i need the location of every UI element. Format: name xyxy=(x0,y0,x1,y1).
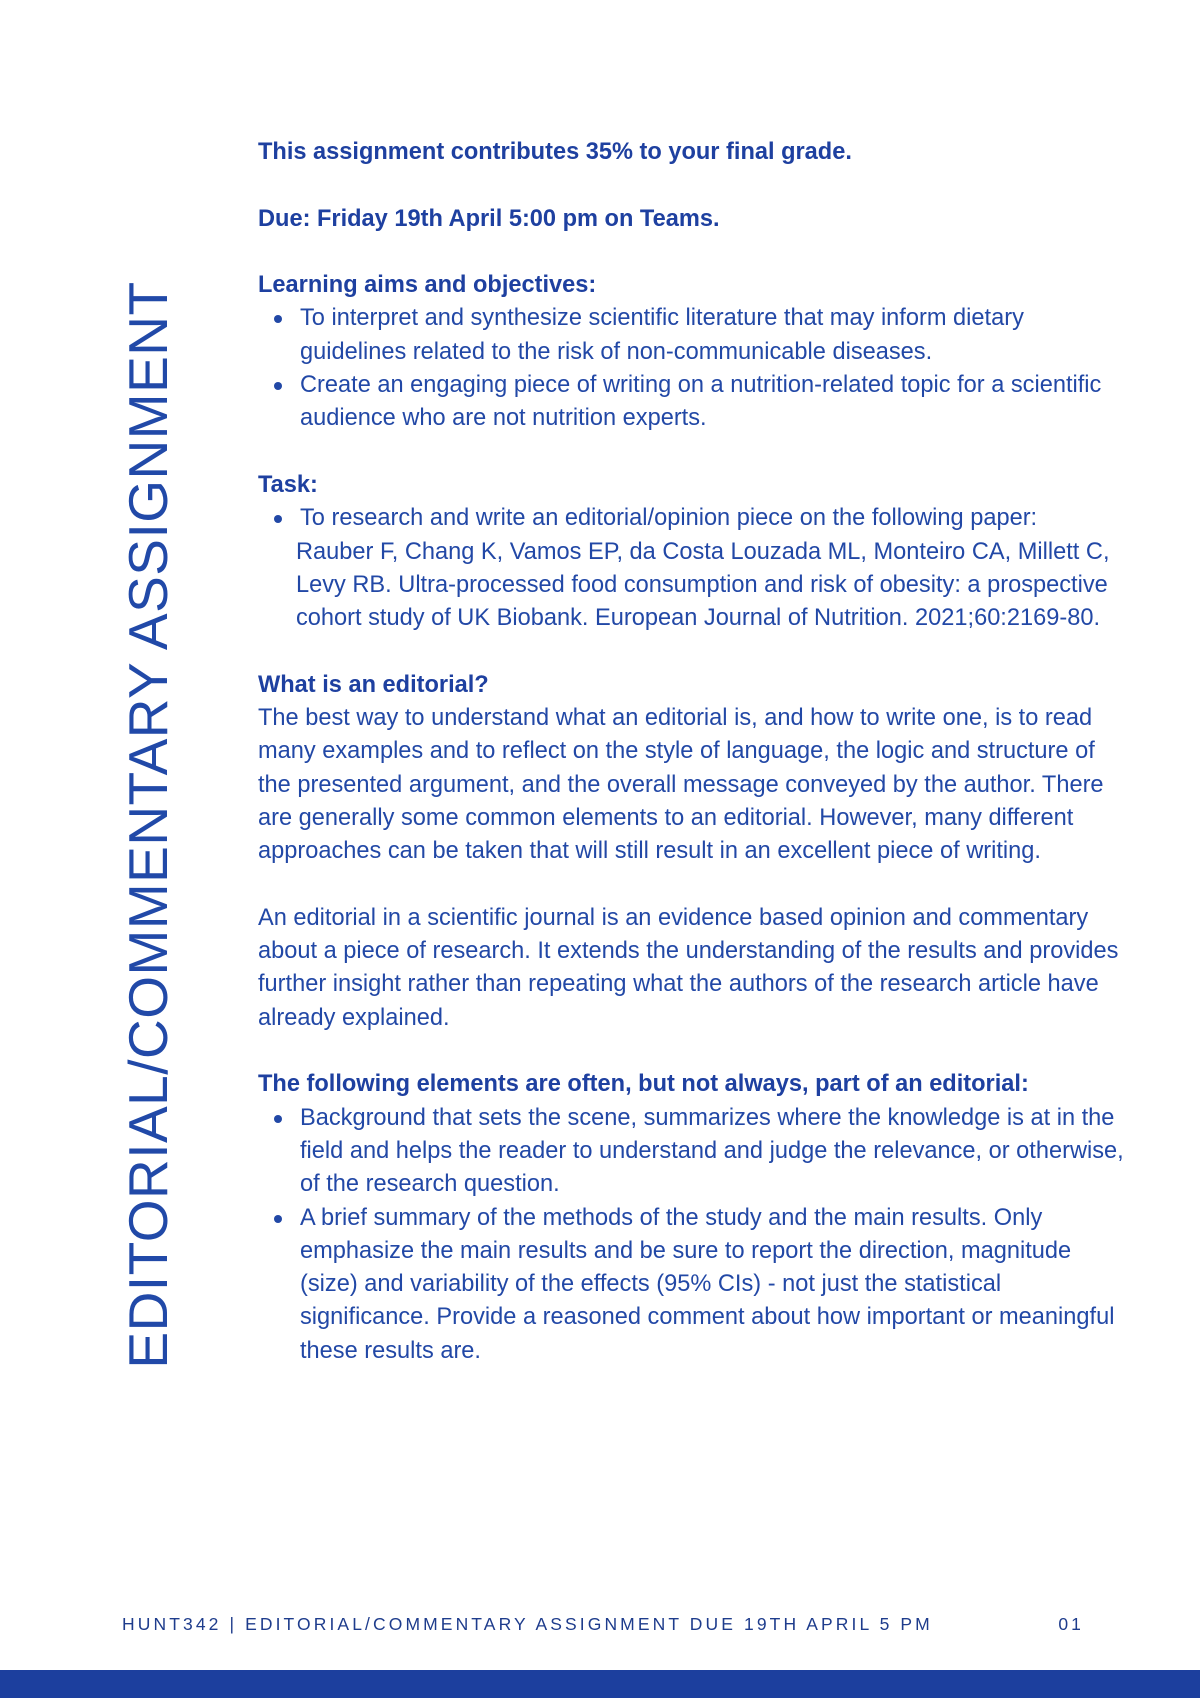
list-item: To research and write an editorial/opinion piece on the following paper: xyxy=(258,502,1128,535)
editorial-paragraph-1: The best way to understand what an editorial is, and how to write one, is to read many examples and to reflect on the style of language, the logic and structure of the presented argument, and the overall message conveyed by the author. There are generally some common elements to an editorial. However, many different approaches can be taken that will still result in an excellent piece of writing. xyxy=(258,705,1104,865)
due-date: Due: Friday 19th April 5:00 pm on Teams. xyxy=(258,205,720,232)
bullet-icon xyxy=(274,1115,282,1123)
page-number: 01 xyxy=(1058,1614,1084,1634)
list-item: Background that sets the scene, summarizes where the knowledge is at in the field and helps the reader to understand and judge the relevance, or otherwise, of the research question. xyxy=(258,1102,1128,1202)
bottom-accent-bar xyxy=(0,1670,1200,1698)
learning-aims-heading: Learning aims and objectives: xyxy=(258,272,597,299)
footer-text: HUNT342 | EDITORIAL/COMMENTARY ASSIGNMENT DUE 19TH APRIL 5 PM xyxy=(122,1614,933,1634)
bullet-icon xyxy=(274,315,282,323)
list-item: Create an engaging piece of writing on a nutrition-related topic for a scientific audience who are not nutrition experts. xyxy=(258,369,1128,436)
task-list xyxy=(258,502,1128,535)
bullet-icon xyxy=(274,1215,282,1223)
editorial-heading: What is an editorial? xyxy=(258,671,489,698)
list-item: A brief summary of the methods of the study and the main results. Only emphasize the main results and be sure to report the direction, magnitude (size) and variability of the effects (95% CIs) - not just the statistical significance. Provide a reasoned comment about how important or meaningful these results are. xyxy=(258,1202,1128,1368)
elements-list xyxy=(258,1102,1128,1368)
elements-heading: The following elements are often, but not always, part of an editorial: xyxy=(258,1071,1029,1098)
learning-aims-list xyxy=(258,302,1128,435)
bullet-icon xyxy=(274,515,282,523)
grade-contribution: This assignment contributes 35% to your final grade. xyxy=(258,139,852,165)
paper-reference: Rauber F, Chang K, Vamos EP, da Costa Louzada ML, Monteiro CA, Millett C, Levy RB. Ultra-processed food consumption and risk of obesity: a prospective cohort study of UK Biobank. European Journal of Nutrition. 2021;60:2169-80. xyxy=(296,538,1110,632)
page-footer xyxy=(122,1614,1084,1635)
task-heading: Task: xyxy=(258,471,318,498)
side-title: EDITORIAL/COMMENTARY ASSIGNMENT xyxy=(117,281,179,1369)
document-body xyxy=(258,136,1128,1368)
editorial-paragraph-2: An editorial in a scientific journal is an evidence based opinion and commentary about a piece of research. It extends the understanding of the results and provides further insight rather than repeating what the authors of the research article have already explained. xyxy=(258,904,1119,1031)
bullet-icon xyxy=(274,382,282,390)
list-item: To interpret and synthesize scientific literature that may inform dietary guidelines related to the risk of non-communicable diseases. xyxy=(258,302,1128,369)
